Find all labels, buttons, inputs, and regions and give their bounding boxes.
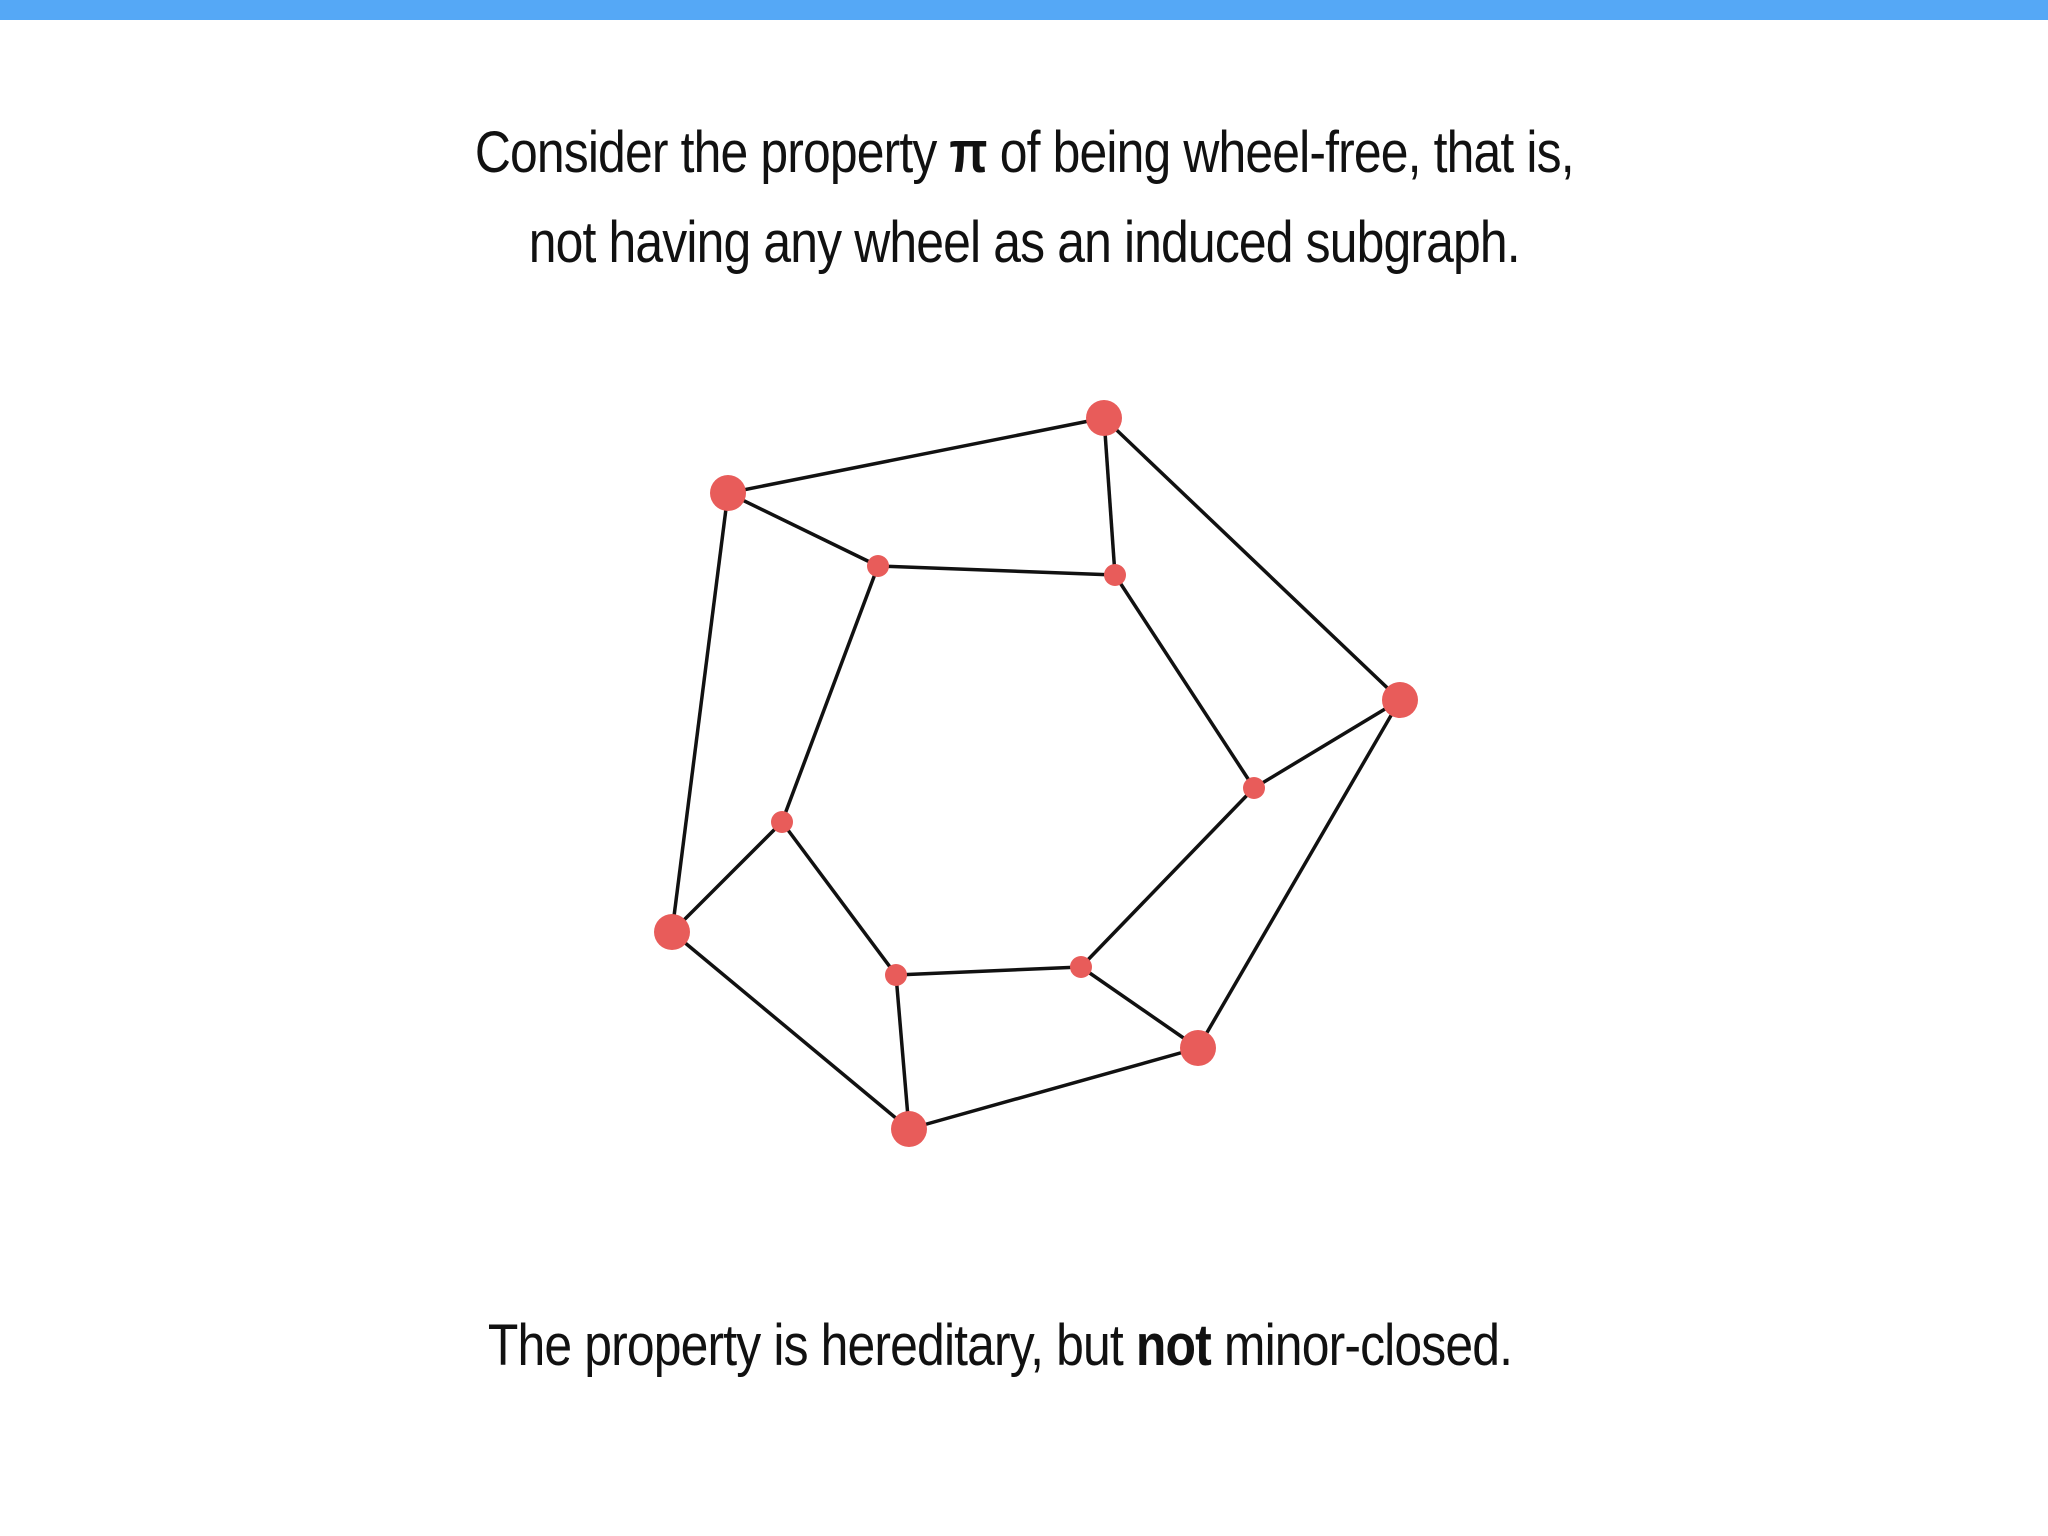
outer-vertex-1 [710,475,746,511]
edge-o1-i1 [728,493,878,566]
outer-vertex-4 [1180,1030,1216,1066]
edge-o3-i3 [1254,700,1400,788]
pi-symbol: π [949,120,987,185]
footer-end: minor-closed. [1210,1313,1513,1378]
footer-start: The property is hereditary, but [487,1313,1136,1378]
edge-o4-o5 [909,1048,1198,1129]
inner-vertex-4 [1070,956,1092,978]
edge-i4-i5 [896,967,1081,975]
edge-o1-o2 [728,418,1104,493]
edge-i3-i4 [1081,788,1254,967]
inner-vertex-2 [1104,564,1126,586]
heading-line-2: not having any wheel as an induced subgraph. [528,210,1520,275]
outer-vertex-2 [1086,400,1122,436]
edge-o2-i2 [1104,418,1115,575]
edge-o3-o4 [1198,700,1400,1048]
edge-i2-i3 [1115,575,1254,788]
inner-vertex-6 [771,811,793,833]
heading-line-1-start: Consider the property [474,120,950,185]
inner-vertex-1 [867,555,889,577]
edge-o6-i6 [672,822,782,932]
edge-o4-i4 [1081,967,1198,1048]
outer-vertex-5 [891,1111,927,1147]
edge-i5-i6 [782,822,896,975]
inner-vertex-5 [885,964,907,986]
graph-edges [672,418,1400,1129]
edge-o5-i5 [896,975,909,1129]
edge-o2-o3 [1104,418,1400,700]
outer-vertex-6 [654,914,690,950]
footer-emphasis: not [1135,1313,1211,1378]
edge-i6-i1 [782,566,878,822]
slide-footer [140,1306,1860,1386]
edge-o6-o1 [672,493,728,932]
outer-vertex-3 [1382,682,1418,718]
heading-line-1-end: of being wheel-free, that is, [986,120,1574,185]
edge-o5-o6 [672,932,909,1129]
edge-i1-i2 [878,566,1115,575]
inner-vertex-3 [1243,777,1265,799]
